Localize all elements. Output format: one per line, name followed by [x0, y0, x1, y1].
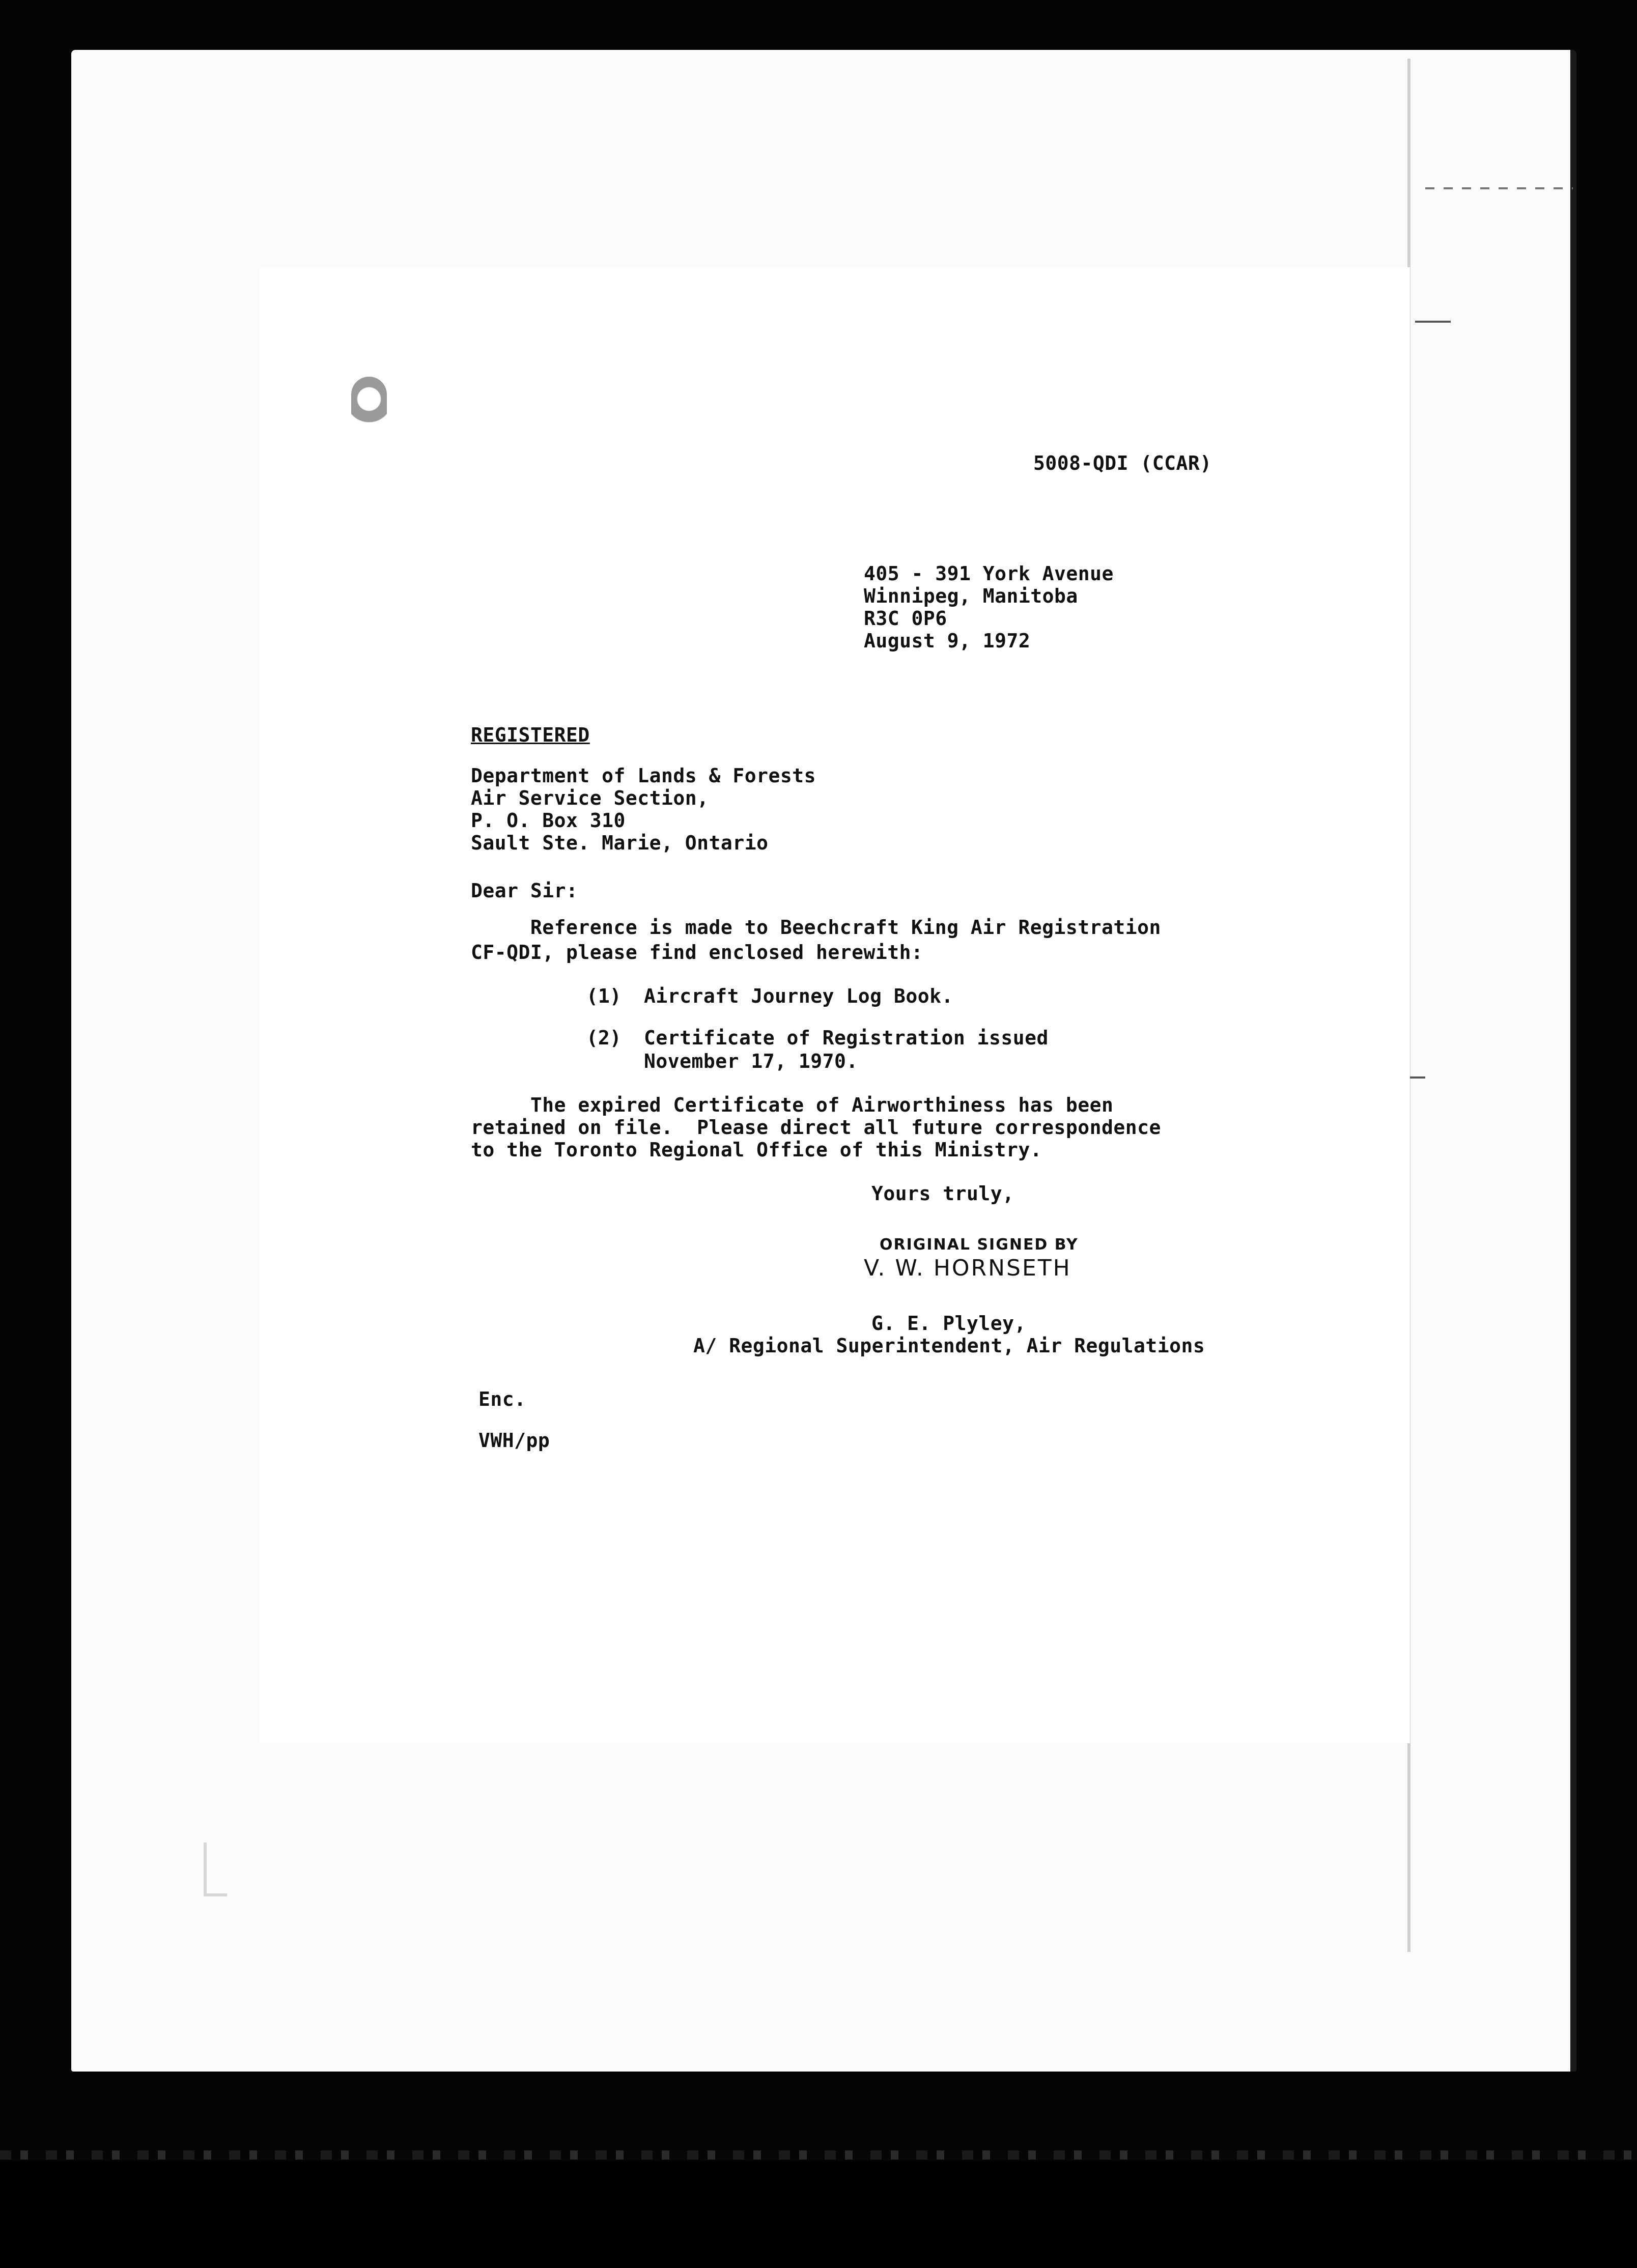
file-reference: 5008-QDI (CCAR) — [1033, 452, 1212, 474]
recipient-address-line-3: P. O. Box 310 — [471, 809, 626, 832]
closing: Yours truly, — [871, 1182, 1014, 1205]
paragraph-2-line-3: to the Toronto Regional Office of this Ministry. — [471, 1139, 1042, 1161]
paragraph-2-line-1: The expired Certificate of Airworthiness has been — [471, 1094, 1114, 1116]
recipient-address-line-4: Sault Ste. Marie, Ontario — [471, 832, 769, 854]
signature-stamp-line-2: V. W. HORNSETH — [864, 1255, 1071, 1281]
recipient-address-line-2: Air Service Section, — [471, 787, 709, 809]
film-bottom-border — [0, 2161, 1637, 2268]
signatory-name: G. E. Plyley, — [871, 1312, 1026, 1335]
paragraph-1-line-1: Reference is made to Beechcraft King Air Registration — [471, 916, 1161, 939]
salutation: Dear Sir: — [471, 880, 578, 902]
letter-date: August 9, 1972 — [864, 630, 1031, 652]
signatory-title: A/ Regional Superintendent, Air Regulations — [693, 1335, 1205, 1357]
signature-stamp-line-1: ORIGINAL SIGNED BY — [880, 1236, 1079, 1254]
margin-mark — [204, 1842, 227, 1896]
sender-address-line-3: R3C 0P6 — [864, 607, 947, 630]
recipient-address-line-1: Department of Lands & Forests — [471, 764, 816, 787]
enclosure-2-text-line-1: Certificate of Registration issued — [644, 1027, 1049, 1049]
enclosure-2-number: (2) — [586, 1027, 622, 1049]
paragraph-1-line-2: CF-QDI, please find enclosed herewith: — [471, 941, 923, 963]
sender-address-line-2: Winnipeg, Manitoba — [864, 585, 1078, 607]
scan-artifact — [351, 377, 387, 433]
enclosure-1-number: (1) — [586, 985, 622, 1007]
mail-type-label: REGISTERED — [471, 724, 590, 746]
typist-initials: VWH/pp — [478, 1429, 550, 1452]
enclosure-1-text: Aircraft Journey Log Book. — [644, 985, 953, 1007]
sheet-dash-mark — [1425, 187, 1573, 189]
enclosure-2-text-line-2: November 17, 1970. — [644, 1050, 858, 1072]
sender-address-line-1: 405 - 391 York Avenue — [864, 562, 1114, 585]
paragraph-2-line-2: retained on file. Please direct all future correspondence — [471, 1116, 1161, 1139]
film-edge-noise — [0, 2150, 1637, 2160]
enclosure-note: Enc. — [478, 1388, 526, 1410]
sheet-arrow-mark — [1415, 321, 1451, 323]
